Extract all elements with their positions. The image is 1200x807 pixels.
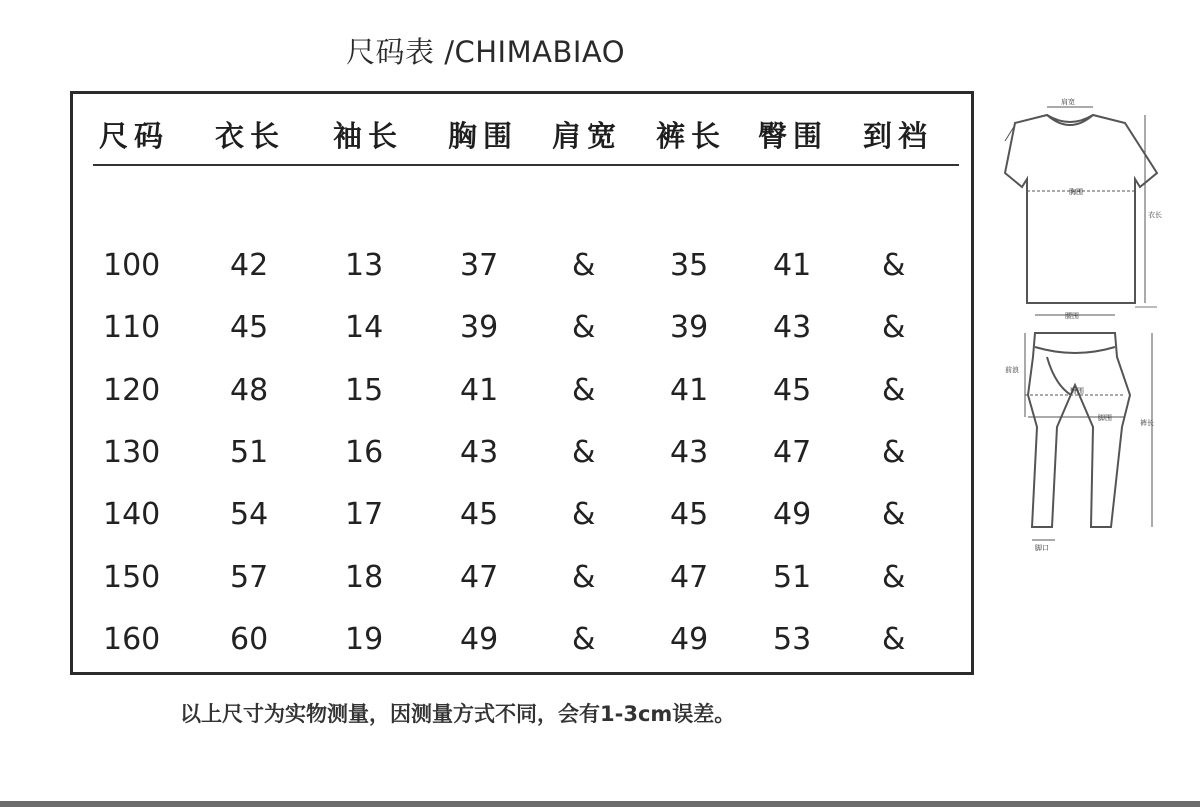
pants-label-hem: 脚口	[1035, 544, 1049, 552]
table-cell: 41	[670, 372, 709, 408]
shirt-label-chest: 胸围	[1069, 188, 1083, 196]
table-cell: 39	[460, 310, 499, 346]
table-cell: &	[572, 559, 596, 595]
table-cell: &	[572, 621, 596, 657]
table-cell: 37	[460, 248, 499, 283]
table-cell: 45	[460, 497, 499, 533]
column-header: 到裆	[863, 119, 934, 153]
pants-label-thigh: 脚围	[1098, 414, 1112, 422]
table-cell: &	[882, 621, 906, 657]
pants-label-hip: 臀围	[1070, 387, 1084, 395]
table-cell: &	[572, 248, 596, 283]
pants-sketch	[1025, 315, 1152, 540]
table-cell: 18	[345, 559, 384, 595]
table-row	[73, 497, 971, 547]
pants-label-rise: 前浪	[1005, 366, 1019, 374]
garment-diagram	[985, 95, 1165, 565]
shirt-label-shoulder: 肩宽	[1061, 98, 1075, 106]
table-cell: &	[572, 497, 596, 533]
page-title: 尺码表 /CHIMABIAO	[346, 35, 626, 69]
table-row	[73, 560, 971, 610]
table-cell: 51	[773, 559, 812, 595]
table-cell: 14	[345, 310, 384, 346]
table-cell: 49	[460, 621, 499, 657]
table-cell: 51	[230, 434, 269, 470]
table-cell: 110	[103, 310, 161, 346]
table-cell: 15	[345, 372, 384, 408]
header-divider	[93, 164, 959, 166]
shirt-label-length: 衣长	[1148, 211, 1162, 219]
column-header: 尺码	[99, 119, 170, 153]
table-row	[73, 248, 971, 298]
table-cell: 47	[773, 434, 812, 470]
table-cell: &	[882, 434, 906, 470]
pants-label-length: 裤长	[1140, 419, 1154, 427]
table-cell: 140	[103, 497, 161, 533]
table-cell: &	[882, 310, 906, 346]
table-cell: 100	[103, 248, 161, 283]
column-header: 衣长	[215, 119, 286, 153]
table-cell: 53	[773, 621, 812, 657]
tshirt-sketch	[1005, 107, 1157, 303]
measurement-note: 以上尺寸为实物测量，因测量方式不同，会有1-3cm误差。	[180, 702, 736, 726]
table-cell: 45	[230, 310, 269, 346]
column-header: 胸围	[448, 119, 519, 153]
table-cell: 120	[103, 372, 161, 408]
bottom-rule	[0, 801, 1200, 807]
table-cell: 43	[670, 434, 709, 470]
table-cell: 47	[460, 559, 499, 595]
column-header: 裤长	[656, 119, 727, 153]
table-cell: 47	[670, 559, 709, 595]
size-table	[70, 91, 974, 675]
table-cell: 54	[230, 497, 269, 533]
table-row	[73, 373, 971, 423]
table-cell: 43	[460, 434, 499, 470]
table-cell: &	[882, 497, 906, 533]
table-cell: 60	[230, 621, 269, 657]
column-header: 臀围	[758, 119, 829, 153]
table-cell: 160	[103, 621, 161, 657]
table-cell: 150	[103, 559, 161, 595]
table-cell: 42	[230, 248, 269, 283]
table-row	[73, 622, 971, 672]
column-header: 肩宽	[552, 119, 623, 153]
table-cell: 39	[670, 310, 709, 346]
table-cell: 57	[230, 559, 269, 595]
table-cell: &	[572, 372, 596, 408]
table-cell: 49	[670, 621, 709, 657]
table-cell: 41	[773, 248, 812, 283]
table-cell: 130	[103, 434, 161, 470]
table-cell: 16	[345, 434, 384, 470]
table-cell: 48	[230, 372, 269, 408]
table-cell: 13	[345, 248, 384, 283]
table-row	[73, 435, 971, 485]
table-cell: &	[572, 434, 596, 470]
table-cell: &	[882, 248, 906, 283]
table-cell: 19	[345, 621, 384, 657]
table-cell: 41	[460, 372, 499, 408]
table-cell: &	[572, 310, 596, 346]
pants-label-waist: 腰围	[1065, 312, 1079, 320]
column-header: 袖长	[333, 119, 404, 153]
table-cell: 43	[773, 310, 812, 346]
table-cell: &	[882, 559, 906, 595]
table-cell: 35	[670, 248, 709, 283]
table-cell: 17	[345, 497, 384, 533]
table-cell: &	[882, 372, 906, 408]
table-cell: 45	[773, 372, 812, 408]
table-row	[73, 310, 971, 360]
table-cell: 49	[773, 497, 812, 533]
table-cell: 45	[670, 497, 709, 533]
